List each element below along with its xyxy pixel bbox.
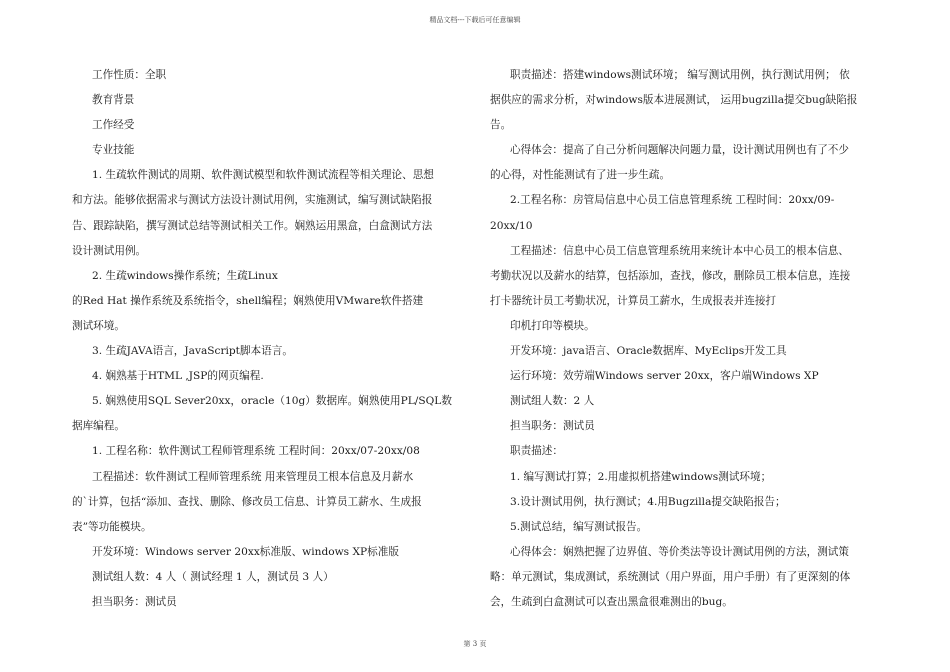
text-line: 2. 生疏windows操作系统；生疏Linux xyxy=(92,269,278,282)
text-line: 开发环境：Windows server 20xx标准版、windows XP标准版 xyxy=(92,545,399,558)
left-column xyxy=(72,63,452,615)
page-header: 精品文档---下载后可任意编辑 xyxy=(429,16,521,24)
text-line: 工作经受 xyxy=(92,119,135,132)
text-line: 测试环境。 xyxy=(72,319,125,332)
text-line: 心得体会：娴熟把握了边界值、等价类法等设计测试用例的方法，测试策 xyxy=(510,545,849,558)
text-line: 心得体会：提高了自己分析问题解决问题力量，设计测试用例也有了不少 xyxy=(510,144,849,157)
text-line: 2.工程名称：房管局信息中心员工信息管理系统 工程时间：20xx/09- xyxy=(510,194,835,207)
right-column xyxy=(490,63,882,615)
text-line: 1. 编写测试打算；2.用虚拟机搭建windows测试环境； xyxy=(510,470,772,483)
text-line: 4. 娴熟基于HTML ,JSP的网页编程. xyxy=(92,370,264,383)
text-line: 打卡器统计员工考勤状况，计算员工薪水，生成报表并连接打 xyxy=(490,294,777,307)
text-line: 设计测试用例。 xyxy=(72,244,147,257)
text-line: 1. 工程名称：软件测试工程师管理系统 工程时间：20xx/07-20xx/08 xyxy=(92,445,420,458)
text-line: 工程描述：软件测试工程师管理系统 用来管理员工根本信息及月薪水 xyxy=(92,470,414,483)
text-line: 和方法。能够依据需求与测试方法设计测试用例，实施测试，编写测试缺陷报 xyxy=(72,194,433,207)
text-line: 担当职务：测试员 xyxy=(510,420,595,433)
text-line: 5.测试总结，编写测试报告。 xyxy=(510,520,648,533)
text-line: 的Red Hat 操作系统及系统指令，shell编程；娴熟使用VMware软件搭建 xyxy=(72,294,424,307)
text-line: 职责描述： xyxy=(510,445,563,458)
text-line: 考勤状况以及薪水的结算，包括添加，查找，修改，删除员工根本信息，连接 xyxy=(490,269,851,282)
text-line: 3.设计测试用例，执行测试；4.用Bugzilla提交缺陷报告； xyxy=(510,495,786,508)
text-line: 表”等功能模块。 xyxy=(72,520,152,533)
page-number: 第 3 页 xyxy=(463,640,487,648)
text-line: 运行环境：效劳端Windows server 20xx，客户端Windows XP xyxy=(510,370,819,383)
text-line: 据库编程。 xyxy=(72,420,125,433)
text-line: 职责描述：搭建windows测试环境； 编写测试用例，执行测试用例； 依 xyxy=(510,69,850,81)
text-line: 告。 xyxy=(490,119,512,132)
text-line: 5. 娴熟使用SQL Sever20xx，oracle（10g）数据库。娴熟使用PL/SQL数 xyxy=(92,395,452,408)
text-line: 工作性质：全职 xyxy=(92,69,167,81)
text-line: 测试组人数：4 人（ 测试经理 1 人，测试员 3 人） xyxy=(92,570,334,583)
text-line: 告、跟踪缺陷，撰写测试总结等测试相关工作。娴熟运用黑盒，白盒测试方法 xyxy=(72,219,433,232)
text-line: 的心得，对性能测试有了进一步生疏。 xyxy=(490,169,671,182)
text-line: 据供应的需求分析，对windows版本进展测试， 运用bugzilla提交bug缺陷报 xyxy=(490,94,858,107)
text-line: 测试组人数：2 人 xyxy=(510,395,595,408)
text-line: 的`计算，包括“添加、查找、删除、修改员工信息、计算员工薪水、生成报 xyxy=(72,495,422,508)
text-line: 专业技能 xyxy=(92,144,135,157)
text-line: 工程描述：信息中心员工信息管理系统用来统计本中心员工的根本信息、 xyxy=(510,244,849,257)
text-line: 20xx/10 xyxy=(490,219,533,232)
text-line: 3. 生疏JAVA语言，JavaScript脚本语言。 xyxy=(92,345,293,358)
text-line: 开发环境：java语言、Oracle数据库、MyEclips开发工具 xyxy=(510,345,787,358)
text-line: 印机打印等模块。 xyxy=(510,319,595,332)
text-line: 教育背景 xyxy=(92,94,135,107)
text-line: 略：单元测试，集成测试，系统测试（用户界面，用户手册）有了更深刻的体 xyxy=(490,570,851,583)
text-line: 会，生疏到白盒测试可以查出黑盒很难测出的bug。 xyxy=(490,595,733,608)
text-line: 1. 生疏软件测试的周期、软件测试模型和软件测试流程等相关理论、思想 xyxy=(92,169,434,182)
text-line: 担当职务：测试员 xyxy=(92,595,177,608)
